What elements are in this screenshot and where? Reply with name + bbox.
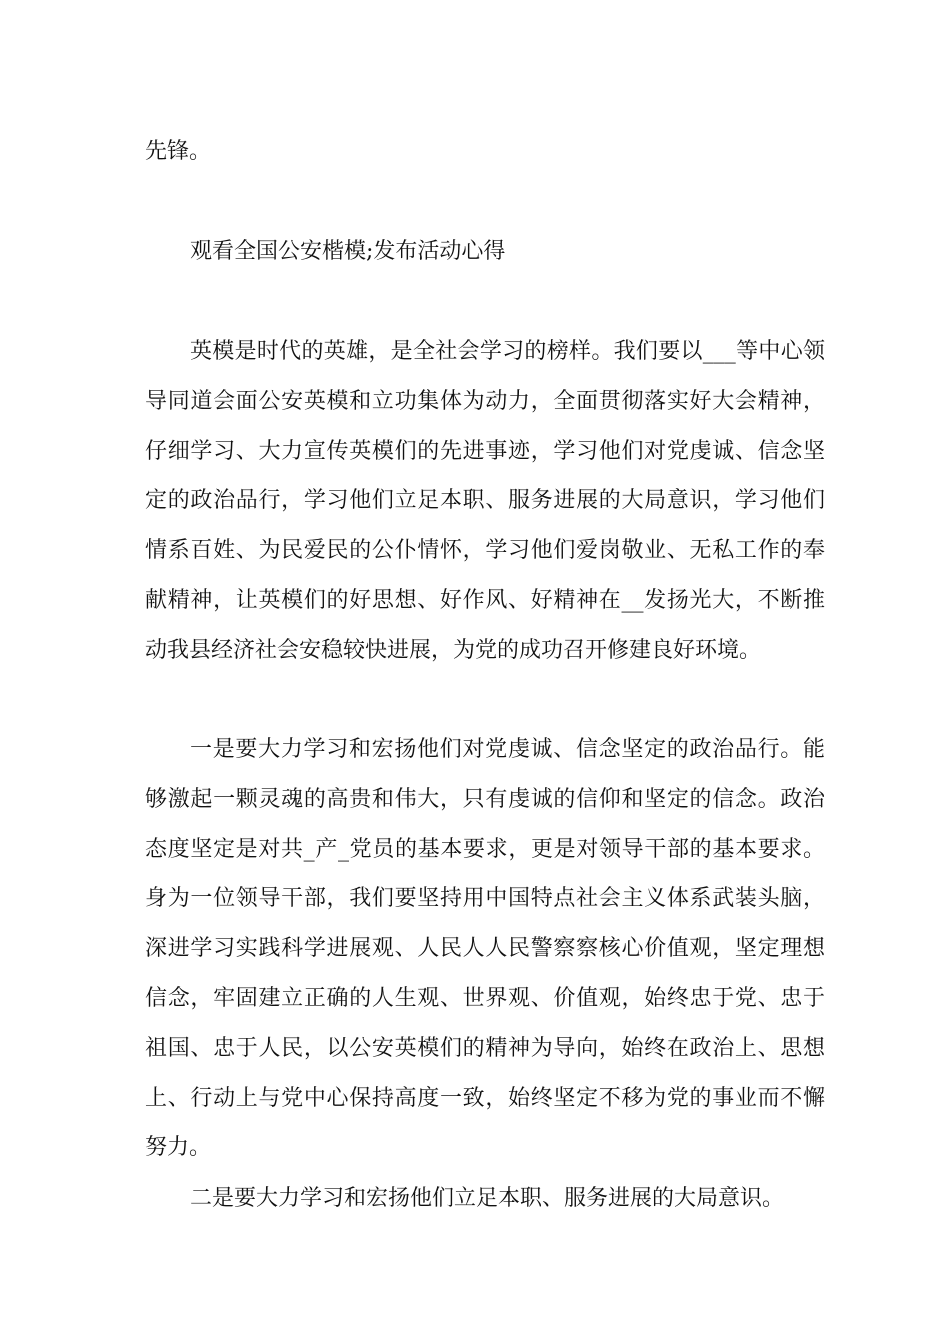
paragraph: 一是要大力学习和宏扬他们对党虔诚、信念坚定的政治品行。能够激起一颗灵魂的高贵和伟大，只有虔诚的信仰和坚定的信念。政治态度坚定是对共_产_党员的基本要求，更是对领导干部的基本要求。身为一位领导干部，我们要坚持用中国特点社会主义体系武装头脑，深进学习实践科学进展观、人民人人民警察察核心价值观，坚定理想信念，牢固建立正确的人生观、世界观、价值观，始终忠于党、忠于祖国、忠于人民，以公安英模们的精神为导向，始终在政治上、思想上、行动上与党中心保持高度一致，始终坚定不移为党的事业而不懈努力。	[145, 737, 825, 1161]
paragraph: 英模是时代的英雄，是全社会学习的榜样。我们要以___等中心领导同道会面公安英模和立功集体为动力，全面贯彻落实好大会精神，仔细学习、大力宣传英模们的先进事迹，学习他们对党虔诚、信念坚定的政治品行，学习他们立足本职、服务进展的大局意识，学习他们情系百姓、为民爱民的公仆情怀，学习他们爱岗敬业、无私工作的奉献精神，让英模们的好思想、好作风、好精神在__发扬光大，不断推动我县经济社会安稳较快进展，为党的成功召开修建良好环境。	[145, 339, 825, 663]
section-heading: 观看全国公安楷模;发布活动心得	[190, 239, 506, 264]
continued-line: 先锋。	[145, 139, 212, 164]
paragraph: 二是要大力学习和宏扬他们立足本职、服务进展的大局意识。	[190, 1186, 785, 1211]
